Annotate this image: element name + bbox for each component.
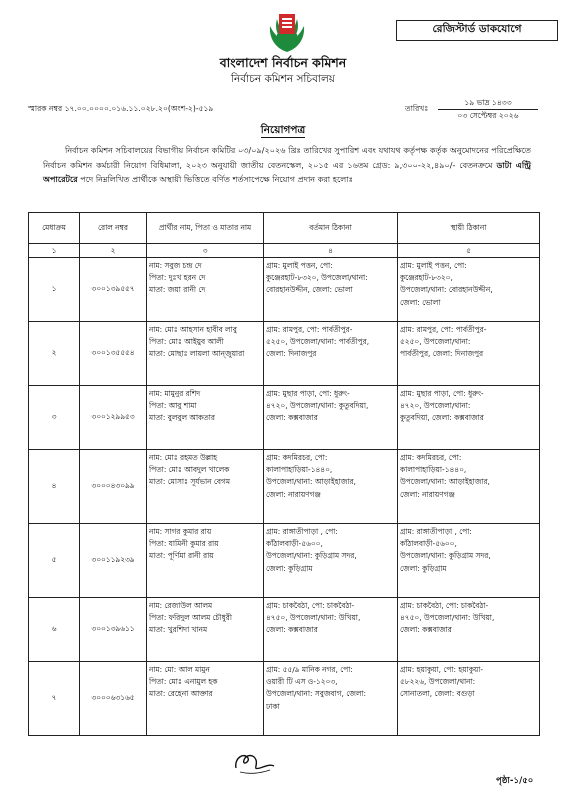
present-address-line: উপজেলা/থানা: আড়াইহাজার,: [266, 477, 356, 487]
present-address-line: ঢাকা: [266, 701, 280, 711]
sub-organization-name: নির্বাচন কমিশন সচিবালয়: [231, 73, 335, 85]
permanent-address-line: গ্রাম: মুছার পাড়া, পো: ধুরুং-: [400, 389, 484, 398]
header-rank: মেধাক্রম: [29, 213, 80, 244]
present-address-cell: [264, 450, 398, 524]
body-part-2: পদে নিম্নলিখিত প্রার্থীকে অস্থায়ী ভিত্তিতে বর্ণিত শর্তসাপেক্ষে নিয়োগ প্রদান করা হলোঃ: [80, 174, 353, 185]
candidate-name-line: মাতা: পূর্ণিমা রানী রায়: [149, 551, 214, 561]
permanent-address-line: গ্রাম: রাঙ্গাতীপাড়া , পো:: [400, 527, 472, 536]
permanent-address-line: ৪৭২০, উপজেলা/থানা:: [400, 401, 471, 411]
candidate-name-line: মাতা: মোছাঃ লায়লা আন্জুয়ারা: [149, 349, 245, 359]
present-address-line: কালাপাহাড়িয়া-১৪৪০,: [266, 465, 333, 475]
present-address-cell: [264, 386, 398, 450]
candidate-name-cell: [147, 662, 264, 736]
roll-cell: ৩০০০৬৩১৬৫: [80, 662, 147, 736]
candidate-name-line: মাতা: বুলবুল আকতার: [149, 413, 215, 423]
present-address-line: ৪৭২০, উপজেলা/থানা: কুতুবদিয়া,: [266, 401, 369, 411]
present-address-line: গ্রাম: রামপুর, পো: পার্বতীপুর-: [266, 325, 353, 334]
appointment-body: [43, 143, 531, 187]
roll-cell: ৩০০১১৯২৩৯: [80, 524, 147, 598]
table-column-number-row: [29, 244, 540, 258]
present-address-line: বোরহানউদ্দীন, জেলা: ভোলা: [266, 285, 353, 295]
candidate-name-cell: [147, 524, 264, 598]
permanent-address-line: জেলা: নারায়ণগঞ্জ: [400, 489, 455, 499]
roll-cell: ৩০০১৩৯৬১১: [80, 598, 147, 662]
roll-cell: ৩০০১৩৯৫৫৭: [80, 258, 147, 322]
candidate-name-line: মাতা: খুরশিদা খানম: [149, 625, 208, 635]
candidate-name-cell: [147, 598, 264, 662]
candidate-name-line: মাতা: জয়া রানী দে: [149, 285, 206, 295]
present-address-line: কুঞ্জেরহাট-৮৩২০, উপজেলা/থানা:: [266, 273, 368, 283]
present-address-cell: [264, 524, 398, 598]
present-address-line: জেলা: কক্সবাজার: [266, 413, 318, 423]
candidate-name-line: নাম: মোঃ আহসান হাবীব লাবু: [149, 325, 237, 334]
permanent-address-cell: [398, 598, 540, 662]
present-address-line: জেলা: নারায়ণগঞ্জ: [266, 489, 321, 499]
header-present-address: বর্তমান ঠিকানা: [264, 213, 398, 244]
present-address-line: গ্রাম: ৫৫/৯ মানিক নগর, পো:: [266, 665, 353, 674]
body-part-1: নির্বাচন কমিশন সচিবালয়ের বিভাগীয় নির্বাচন কমিটির ০৩/০৯/২০২৬ খ্রিঃ তারিখের সুপারিশ এবং যথাযথ কর্তৃপক্ষ কর্তৃক অনুমোদনের পরিপ্রেক্ষিতে নির্বাচন কমিশন কর্মচারী নিয়োগ বিধিমালা, ২০২৩ অনুযায়ী জাতীয় বেতনস্কেল, ২০১৫ এর ১৬তম গ্রেড: ৯,৩০০-২২,৪৯০/- বেতনক্রমে: [43, 145, 531, 170]
permanent-address-line: গ্রাম: চাকবৈঠা, পো: চাকবৈঠা-: [400, 601, 489, 610]
present-address-line: উপজেলা/থানা: সবুজবাগ, জেলা:: [266, 689, 366, 699]
candidate-name-cell: [147, 258, 264, 322]
candidate-name-line: নাম: মোঃ রহমত উল্লাহ: [149, 453, 218, 462]
present-address-line: জেলা: দিনাজপুর: [266, 349, 317, 359]
roll-cell: ৩০০১২৯৯৫৩: [80, 386, 147, 450]
present-address-cell: [264, 662, 398, 736]
permanent-address-line: উপজেলা/থানা: আড়াইহাজার,: [400, 477, 490, 487]
present-address-cell: [264, 598, 398, 662]
present-address-line: গ্রাম: রাঙ্গাতীপাড়া , পো:: [266, 527, 338, 536]
present-address-line: কাঁঠালবাড়ী-৫৬০০,: [266, 539, 323, 549]
registered-post-label: রেজিস্টার্ড ডাকযোগে: [396, 20, 558, 41]
header-roll: রোল নম্বর: [80, 213, 147, 244]
present-address-cell: [264, 258, 398, 322]
rank-cell: ৩: [29, 386, 80, 450]
candidate-name-line: নাম: রেজাউল আলম: [149, 601, 213, 610]
col-number: ৫: [398, 244, 540, 258]
roll-cell: ৩০০১৩৫৫৫৪: [80, 322, 147, 386]
permanent-address-line: জেলা: ভোলা: [400, 297, 441, 307]
permanent-address-line: কালাপাহাড়িয়া-১৪৪০,: [400, 465, 467, 475]
present-address-line: ৪৭৫০, উপজেলা/থানা: উখিয়া,: [266, 613, 361, 623]
permanent-address-line: ৫২৫০, উপজেলা/থানা:: [400, 337, 471, 347]
candidate-name-line: পিতা: মোঃ এনামুল হক: [149, 677, 218, 687]
rank-cell: ৫: [29, 524, 80, 598]
permanent-address-line: জেলা: কক্সবাজার: [400, 625, 452, 635]
date-block: [438, 97, 538, 122]
present-address-line: গ্রাম: মুছার পাড়া, পো: ধুরুং-: [266, 389, 350, 398]
signature: [230, 748, 276, 776]
permanent-address-line: পার্বতীপুর, জেলা: দিনাজপুর: [400, 349, 484, 359]
candidate-name-line: পিতা: দুঃখ হরন দে: [149, 273, 206, 283]
candidate-name-line: পিতা: আবু শামা: [149, 401, 197, 411]
permanent-address-line: উপজেলা/থানা: বোরহানউদ্দীন,: [400, 285, 493, 295]
candidate-name-cell: [147, 450, 264, 524]
header-permanent-address: স্থায়ী ঠিকানা: [398, 213, 540, 244]
candidate-name-line: নাম: সবুজ চন্দ্র দে: [149, 261, 202, 270]
table-row: [29, 386, 540, 450]
document-title: [0, 123, 566, 140]
table-header-row: [29, 213, 540, 244]
header-name: প্রার্থীর নাম, পিতা ও মাতার নাম: [147, 213, 264, 244]
candidate-name-line: নাম: সাগর কুমার রায়: [149, 527, 212, 536]
election-commission-logo: [267, 10, 307, 54]
permanent-address-line: গ্রাম: কদমিরচর, পো:: [400, 453, 462, 462]
roll-cell: ৩০০০৪৩০৯৯: [80, 450, 147, 524]
rank-cell: ১: [29, 258, 80, 322]
present-address-line: জেলা: কক্সবাজার: [266, 625, 318, 635]
candidate-name-line: পিতা: যামিনী কুমার রায়: [149, 539, 219, 549]
rank-cell: ৬: [29, 598, 80, 662]
present-address-line: উপজেলা/থানা: কুড়িগ্রাম সদর,: [266, 551, 357, 561]
permanent-address-line: জেলা: কুড়িগ্রাম: [400, 563, 447, 573]
candidate-table: [28, 212, 540, 736]
col-number: ৩: [147, 244, 264, 258]
rank-cell: ৭: [29, 662, 80, 736]
permanent-address-cell: [398, 322, 540, 386]
table-row: [29, 258, 540, 322]
rank-cell: ৪: [29, 450, 80, 524]
table-row: [29, 450, 540, 524]
permanent-address-line: কুঞ্জেরহাট-৮৩২০,: [400, 273, 453, 283]
permanent-address-line: সোনাতলা, জেলা: বগুড়া: [400, 689, 475, 699]
date-english: ০৩ সেপ্টেম্বর ২০২৬: [457, 111, 519, 120]
table-row: [29, 662, 540, 736]
permanent-address-line: গ্রাম: রামপুর, পো: পার্বতীপুর-: [400, 325, 487, 334]
permanent-address-cell: [398, 450, 540, 524]
present-address-cell: [264, 322, 398, 386]
candidate-name-line: নাম: মো: আল মামুন: [149, 665, 210, 674]
memo-number: স্মারক নম্বর ১৭.০০.০০০০.০১৬.১১.০২৮.২০(অংশ-২)-৫১৯: [28, 104, 214, 113]
candidate-name-line: পিতা: ফরিদুল আলম চৌধুরী: [149, 613, 232, 623]
present-address-line: গ্রাম: মুলাই পত্তন, পো:: [266, 261, 333, 270]
permanent-address-line: ৫৮২২৬, উপজেলা/থানা:: [400, 677, 476, 687]
present-address-line: ৫২৫০, উপজেলা/থানা: পার্বতীপুর,: [266, 337, 370, 347]
present-address-line: গ্রাম: কদমিরচর, পো:: [266, 453, 328, 462]
rank-cell: ২: [29, 322, 80, 386]
col-number: ২: [80, 244, 147, 258]
col-number: ৪: [264, 244, 398, 258]
candidate-name-cell: [147, 386, 264, 450]
permanent-address-line: কাঁঠালবাড়ী-৫৬০০,: [400, 539, 457, 549]
permanent-address-cell: [398, 524, 540, 598]
candidate-name-line: পিতা: মোঃ আইয়ুব আলী: [149, 337, 224, 347]
table-row: [29, 524, 540, 598]
col-number: ১: [29, 244, 80, 258]
permanent-address-line: কুতুবদিয়া, জেলা: কক্সবাজার: [400, 413, 484, 423]
organization-name: বাংলাদেশ নির্বাচন কমিশন: [219, 55, 347, 70]
table-row: [29, 598, 540, 662]
body-post-name: ডাটা এন্ট্রি অপারেটরে: [43, 159, 532, 185]
present-address-line: জেলা: কুড়িগ্রাম: [266, 563, 313, 573]
permanent-address-line: গ্রাম: হয়াকুয়া, পো: হয়াকুয়া-: [400, 665, 484, 674]
page-number: পৃষ্ঠা-১/৫০: [496, 776, 534, 786]
candidate-name-cell: [147, 322, 264, 386]
permanent-address-line: উপজেলা/থানা: কুড়িগ্রাম সদর,: [400, 551, 491, 561]
candidate-name-line: মাতা: রেহেনা আক্তার: [149, 689, 213, 699]
document-title-text: নিয়োগপত্র: [260, 124, 306, 136]
permanent-address-cell: [398, 662, 540, 736]
permanent-address-cell: [398, 258, 540, 322]
table-row: [29, 322, 540, 386]
permanent-address-cell: [398, 386, 540, 450]
candidate-name-line: পিতা: মোঃ আবদুল খালেক: [149, 465, 230, 475]
candidate-name-line: মাতা: মোসাঃ সূর্যভান বেগম: [149, 477, 230, 487]
present-address-line: গ্রাম: চাকবৈঠা, পো: চাকবৈঠা-: [266, 601, 355, 610]
date-bangla: ১৯ ভাদ্র ১৪৩৩: [438, 97, 538, 110]
present-address-line: ওয়ারী টি এস ও-১২০৩,: [266, 677, 338, 687]
date-label: তারিখঃ: [405, 104, 429, 113]
permanent-address-line: গ্রাম: মুলাই পত্তন, পো:: [400, 261, 467, 270]
candidate-name-line: নাম: মামুনুর রশিদ: [149, 389, 201, 398]
permanent-address-line: ৪৭৫০, উপজেলা/থানা: উখিয়া,: [400, 613, 495, 623]
